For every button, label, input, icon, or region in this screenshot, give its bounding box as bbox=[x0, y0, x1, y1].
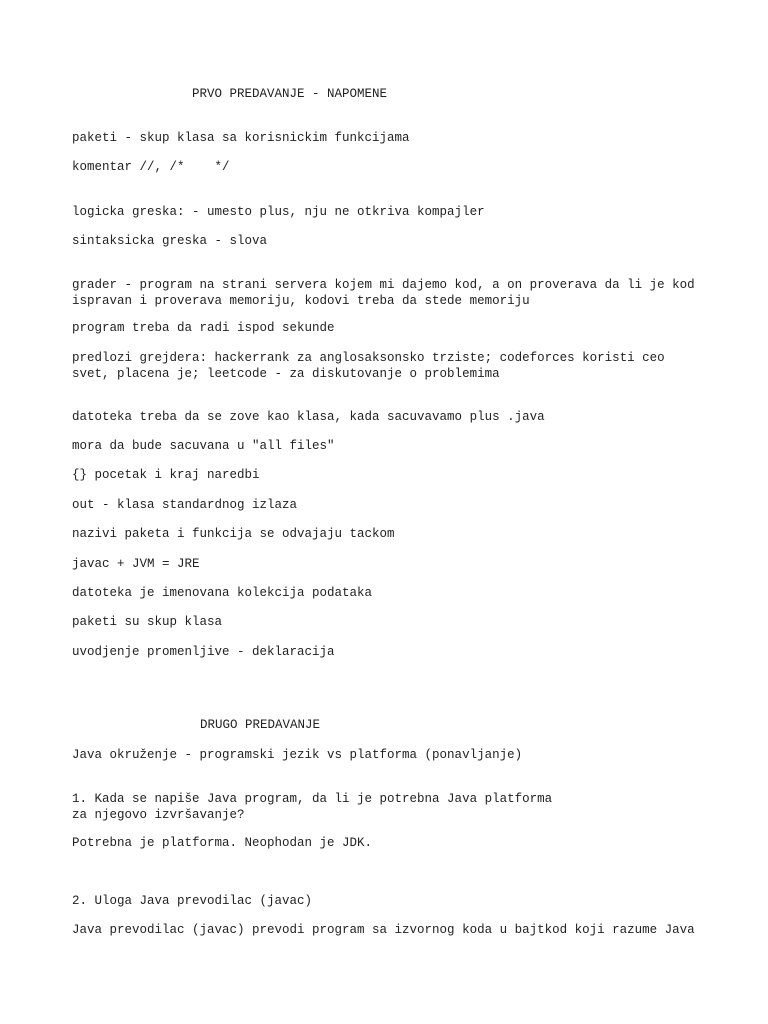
paragraph: komentar //, /* */ bbox=[72, 160, 230, 174]
paragraph: logicka greska: - umesto plus, nju ne otkriva kompajler bbox=[72, 205, 485, 219]
paragraph: Java prevodilac (javac) prevodi program sa izvornog koda u bajtkod koji razume Java bbox=[72, 923, 695, 937]
section-heading-1: PRVO PREDAVANJE - NAPOMENE bbox=[192, 87, 388, 101]
paragraph: out - klasa standardnog izlaza bbox=[72, 498, 298, 512]
paragraph: paketi - skup klasa sa korisnickim funkcijama bbox=[72, 131, 410, 145]
paragraph: sintaksicka greska - slova bbox=[72, 234, 268, 248]
paragraph: uvodjenje promenljive - deklaracija bbox=[72, 645, 335, 659]
paragraph: Java okruženje - programski jezik vs platforma (ponavljanje) bbox=[72, 748, 523, 762]
paragraph: mora da bude sacuvana u "all files" bbox=[72, 439, 335, 453]
paragraph: program treba da radi ispod sekunde bbox=[72, 321, 335, 335]
paragraph: predlozi grejdera: hackerrank za anglosaksonsko trziste; codeforces koristi ceo svet, placena je; leetcode - za diskutovanje o problemima bbox=[72, 351, 665, 381]
paragraph: paketi su skup klasa bbox=[72, 615, 223, 629]
paragraph: datoteka treba da se zove kao klasa, kada sacuvavamo plus .java bbox=[72, 410, 545, 424]
paragraph: nazivi paketa i funkcija se odvajaju tackom bbox=[72, 527, 395, 541]
paragraph: javac + JVM = JRE bbox=[72, 557, 200, 571]
paragraph: datoteka je imenovana kolekcija podataka bbox=[72, 586, 373, 600]
paragraph: 2. Uloga Java prevodilac (javac) bbox=[72, 894, 313, 908]
paragraph: {} pocetak i kraj naredbi bbox=[72, 468, 260, 482]
paragraph: 1. Kada se napiše Java program, da li je potrebna Java platforma za njegovo izvršavanje? bbox=[72, 792, 553, 822]
section-heading-2: DRUGO PREDAVANJE bbox=[200, 718, 321, 732]
paragraph: grader - program na strani servera kojem mi dajemo kod, a on proverava da li je kod ispravan i proverava memoriju, kodovi treba da stede memoriju bbox=[72, 278, 695, 308]
paragraph: Potrebna je platforma. Neophodan je JDK. bbox=[72, 836, 373, 850]
